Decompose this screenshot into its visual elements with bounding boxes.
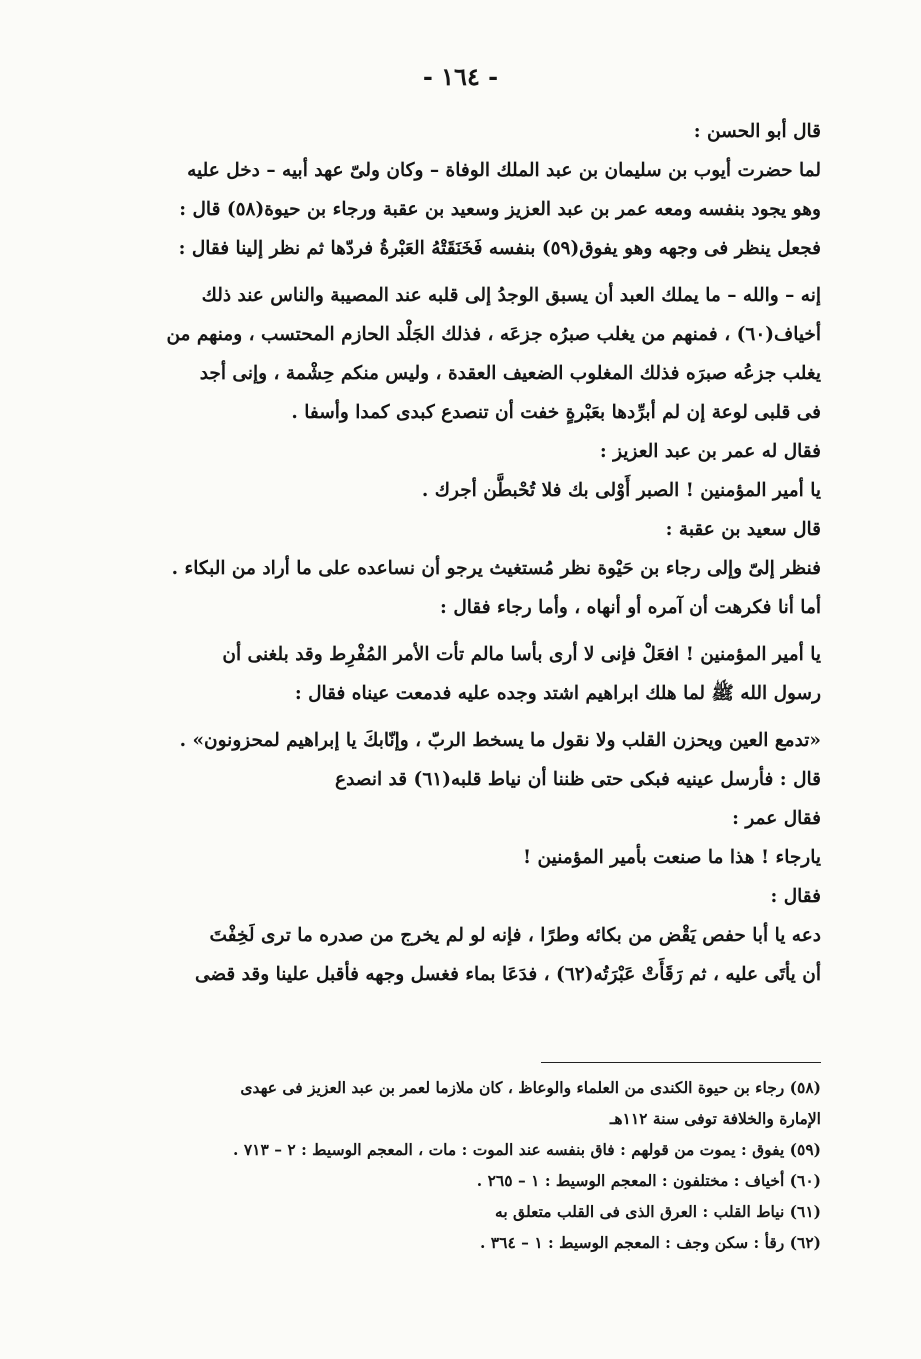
text-line: قال : فأرسل عينيه فبكى حتى ظننا أن نياط قلبه(٦١) قد انصدع: [335, 769, 821, 790]
text-line: فقال له عمر بن عبد العزيز :: [599, 441, 821, 462]
footnote-line: (٦٠) أخياف : مختلفون : المعجم الوسيط : ١ – ٢٦٥ .: [476, 1171, 821, 1190]
text-line: أن يأتَى عليه ، ثم رَقَأَتْ عَبْرَتُه(٦٢) ، فدَعَا بماء فغسل وجهه فأقبل علينا وقد قضى: [194, 964, 821, 985]
text-line: فجعل ينظر فى وجهه وهو يفوق(٥٩) بنفسه فَخَنَقَتْهُ العَبْرةُ فردّها ثم نظر إلينا فقال :: [178, 238, 821, 259]
text-line: يا أمير المؤمنين ! افعَلْ فإنى لا أرى بأسا مالم تأت الأمر المُفْرِط وقد بلغنى أن: [222, 644, 821, 665]
text-line: أخياف(٦٠) ، فمنهم من يغلب صبرُه جزعَه ، فذلك الجَلْد الحازم المحتسب ، ومنهم من: [166, 324, 821, 345]
text-line: رسول الله ﷺ لما هلك ابراهيم اشتد وجده عليه فدمعت عيناه فقال :: [294, 683, 821, 704]
main-text: [99, 112, 821, 994]
text-line: أما أنا فكرهت أن آمره أو أنهاه ، وأما رجاء فقال :: [440, 597, 821, 618]
text-line: «تدمع العين ويحزن القلب ولا نقول ما يسخط الربّ ، وإنّابكَ يا إبراهيم لمحزونون» .: [179, 730, 821, 751]
text-line: فقال :: [770, 886, 821, 907]
footnote-line: الإمارة والخلافة توفى سنة ١١٢هـ: [609, 1109, 821, 1128]
text-line: يارجاء ! هذا ما صنعت بأمير المؤمنين !: [522, 847, 821, 868]
text-line: دعه يا أبا حفص يَقْض من بكائه وطرًا ، فإنه لو لم يخرج من صدره ما ترى لَخِفْتَ: [209, 925, 821, 946]
text-line: فقال عمر :: [732, 808, 821, 829]
footnote-divider: [541, 1062, 821, 1063]
footnote-line: (٥٨) رجاء بن حيوة الكندى من العلماء والوعاظ ، كان ملازما لعمر بن عبد العزيز فى عهدى: [240, 1078, 821, 1097]
text-line: قال سعيد بن عقبة :: [665, 519, 821, 540]
text-line: يا أمير المؤمنين ! الصبر أَوْلى بك فلا تُحْبطَّن أجرك .: [421, 480, 821, 501]
footnotes: [99, 1072, 821, 1258]
text-line: لما حضرت أيوب بن سليمان بن عبد الملك الوفاة – وكان ولىّ عهد أبيه – دخل عليه: [187, 160, 821, 181]
text-line: فى قلبى لوعة إن لم أبرِّدها بعَبْرةٍ خفت أن تنصدع كبدى كمدا وأسفا .: [291, 402, 821, 423]
page-number: - ١٦٤ -: [422, 62, 499, 91]
footnote-line: (٦٢) رقأ : سكن وجف : المعجم الوسيط : ١ – ٣٦٤ .: [480, 1233, 821, 1252]
text-line: إنه – والله – ما يملك العبد أن يسبق الوجدُ إلى قلبه عند المصيبة والناس عند ذلك: [201, 285, 821, 306]
text-line: قال أبو الحسن :: [693, 121, 821, 142]
text-line: فنظر إلىّ وإلى رجاء بن حَيْوة نظر مُستغيث يرجو أن نساعده على ما أراد من البكاء .: [171, 558, 821, 579]
footnote-line: (٥٩) يفوق : يموت من قولهم : فاق بنفسه عند الموت : مات ، المعجم الوسيط : ٢ – ٧١٣ .: [233, 1140, 821, 1159]
text-line: وهو يجود بنفسه ومعه عمر بن عبد العزيز وسعيد بن عقبة ورجاء بن حيوة(٥٨) قال :: [179, 199, 821, 220]
text-line: يغلب جزعُه صبرَه فذلك المغلوب الضعيف العقدة ، وليس منكم حِشْمة ، وإنى أجد: [199, 363, 821, 384]
footnote-line: (٦١) نياط القلب : العرق الذى فى القلب متعلق به: [495, 1202, 821, 1221]
